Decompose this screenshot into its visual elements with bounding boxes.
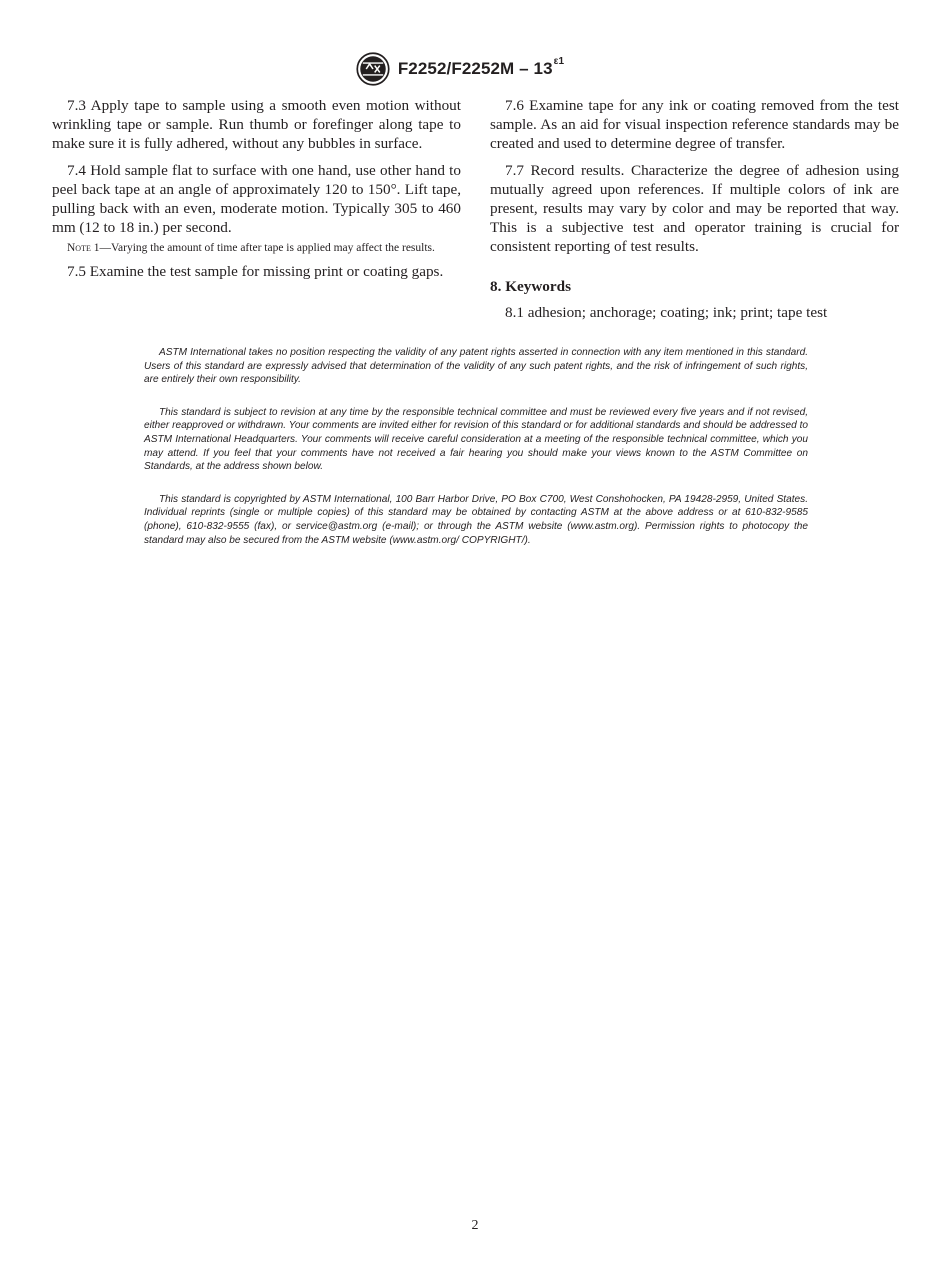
paragraph-7-5: 7.5 Examine the test sample for missing print or coating gaps. (67, 263, 444, 281)
note-text: 1—Varying the amount of time after tape is applied may affect the results. (90, 242, 435, 255)
designation-superscript: ε1 (553, 56, 565, 68)
paragraph-7-3: 7.3 Apply tape to sample using a smooth even motion without wrinkling tape or sample. Run thumb or forefinger along tape to make sure it is fully adhered, without any bubbles in surface. (52, 97, 461, 153)
revision-notice: This standard is subject to revision at any time by the responsible technical committee and must be reviewed every five years and if not revised, either reapproved or withdrawn. Your comments are invited either for revision of this standard or for additional standards and should be addressed to ASTM International Headquarters. Your comments will receive careful consideration at a meeting of the responsible technical committee, which you may attend. If you feel that your comments have not received a fair hearing you should make your views known to the ASTM Committee on Standards, at the address shown below. (144, 406, 808, 473)
page-header (0, 52, 950, 86)
astm-logo-icon (356, 52, 390, 86)
paragraph-7-4: 7.4 Hold sample flat to surface with one hand, use other hand to peel back tape at an angle of approximately 120 to 150°. Lift tape, pulling back with an even, moderate motion. Typically 305 to 460 mm (12 to 18 in.) per second. (52, 161, 461, 237)
left-column (52, 96, 461, 289)
legal-notices (144, 346, 808, 566)
paragraph-8-1: 8.1 adhesion; anchorage; coating; ink; print; tape test (505, 303, 828, 321)
paragraph-7-6: 7.6 Examine tape for any ink or coating removed from the test sample. As an aid for visual inspection reference standards may be created and used to determine degree of transfer. (490, 97, 899, 153)
note-1 (52, 241, 461, 255)
patent-notice: ASTM International takes no position respecting the validity of any patent rights asserted in connection with any item mentioned in this standard. Users of this standard are expressly advised that determination of the validity of any such patent rights, and the risk of infringement of such rights, are entirely their own responsibility. (144, 347, 808, 386)
paragraph-7-7: 7.7 Record results. Characterize the degree of adhesion using mutually agreed upon references. If multiple colors of ink are present, results may vary by color and may be reported that way. This is a subjective test and operator training is crucial for consistent reporting of test results. (490, 161, 899, 256)
right-column (490, 96, 899, 329)
copyright-notice: This standard is copyrighted by ASTM International, 100 Barr Harbor Drive, PO Box C700, West Conshohocken, PA 19428-2959, United States. Individual reprints (single or multiple copies) of this standard may be obtained by contacting ASTM at the above address or at 610-832-9585 (phone), 610-832-9555 (fax), or service@astm.org (e-mail); or through the ASTM website (www.astm.org). Permission rights to photocopy the standard may also be secured from the ASTM website (www.astm.org/ COPYRIGHT/). (144, 493, 808, 546)
note-label: Note (67, 242, 91, 255)
section-8-heading: 8. Keywords (490, 277, 571, 295)
page-number: 2 (471, 1218, 479, 1233)
standard-designation: $F2252/F2252M - 13^{\varepsilon 1}$ (397, 56, 565, 78)
